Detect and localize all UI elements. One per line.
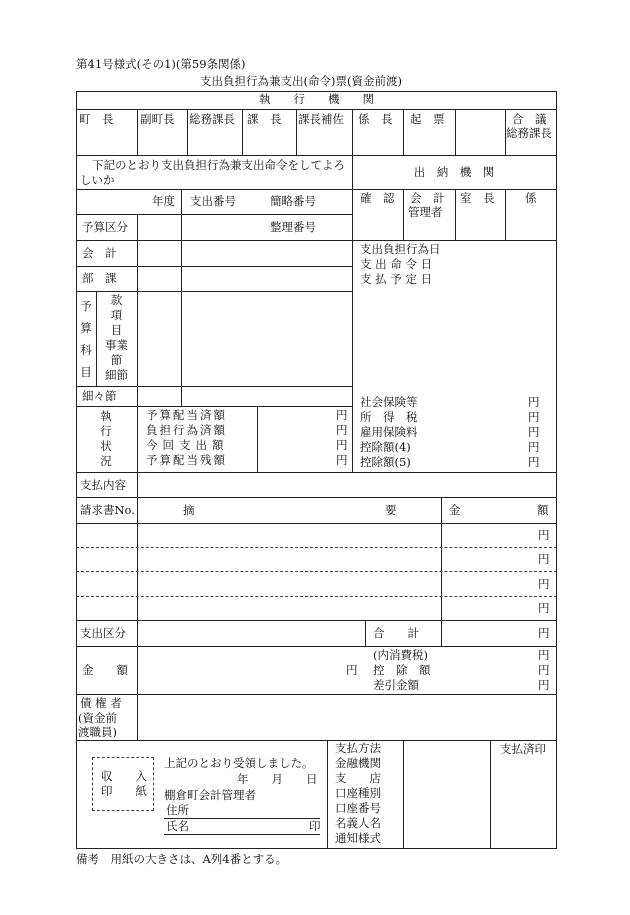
commitment-date-label: 支出負担行為日 [360, 242, 441, 256]
yen-unit: 円 [538, 552, 550, 566]
subject-item: 事業 [105, 338, 128, 352]
subject-item: 細節 [105, 368, 128, 382]
yen-unit: 円 [528, 440, 540, 454]
payment-method-label: 支払方法 [335, 741, 381, 755]
amount-header-2: 額 [537, 503, 549, 517]
subject-item: 款 [110, 293, 123, 307]
role-office-chief: 室 長 [460, 191, 495, 205]
payment-content-label: 支払内容 [80, 478, 126, 492]
officer-name: 棚倉町会計管理者 [164, 788, 256, 802]
accounting-heading: 出 納 機 関 [413, 165, 495, 179]
yen-unit: 円 [538, 663, 550, 677]
role-section-chief: 課 長 [247, 112, 282, 126]
account-label: 会 計 [82, 246, 117, 260]
scheduled-date-label: 支 払 予 定 日 [360, 272, 433, 286]
yen-unit: 円 [538, 528, 550, 542]
yen-unit: 円 [528, 410, 540, 424]
paid-stamp-label: 支払済印 [500, 742, 546, 756]
status-char: 況 [100, 454, 112, 468]
name-label: 氏名 [166, 819, 189, 833]
payment-number-label: 支出番号 [190, 194, 236, 208]
revenue-stamp-text: 収 入 [101, 769, 147, 783]
summary-header-2: 要 [385, 503, 397, 517]
yen-unit: 円 [538, 577, 550, 591]
address-label: 住所 [166, 803, 189, 817]
deduction-label: 控除額(4) [360, 440, 411, 454]
status-row-label: 予算配当済額 [146, 408, 227, 422]
budget-subject-char: 科 [80, 343, 92, 357]
deduction-label: 社会保険等 [360, 395, 418, 409]
consumption-tax-label: (内消費税) [373, 648, 428, 662]
total-label: 合 計 [373, 626, 419, 640]
yen-unit: 円 [528, 395, 540, 409]
instruction-text: 下記のとおり支出負担行為兼支出命令をしてよろしいか [80, 158, 345, 187]
yen-unit: 円 [346, 663, 358, 677]
seal-mark: 印 [309, 819, 321, 833]
role-assistant-chief: 課長補佐 [298, 112, 344, 126]
branch-label: 支 店 [335, 771, 381, 785]
receipt-date: 年 月 日 [237, 772, 318, 786]
yen-unit: 円 [538, 601, 550, 615]
role-staff: 係 [525, 191, 537, 205]
deduction-label: 雇用保険料 [360, 425, 418, 439]
budget-year-label: 年度 [152, 194, 175, 208]
revenue-stamp-text: 印 紙 [101, 784, 147, 798]
notification-format-label: 通知様式 [335, 831, 381, 845]
yen-unit: 円 [528, 425, 540, 439]
net-amount-label: 差引金額 [373, 678, 419, 692]
status-char: 執 [100, 409, 112, 423]
expenditure-division-label: 支出区分 [80, 626, 126, 640]
role-accounting: 会 計 [410, 191, 445, 205]
form-number: 第41号様式(その1)(第59条関係) [76, 57, 246, 71]
yen-unit: 円 [538, 678, 550, 692]
role-confirmation: 確 認 [360, 191, 395, 205]
reference-number-label: 整理番号 [270, 220, 316, 234]
yen-unit: 円 [336, 453, 348, 467]
status-char: 行 [100, 424, 112, 438]
execution-heading: 執 行 機 関 [259, 92, 374, 106]
creditor-label: 渡職員) [78, 725, 117, 739]
bank-label: 金融機関 [335, 756, 381, 770]
deduction-label: 控除額(5) [360, 455, 411, 469]
deduction-label: 所 得 税 [360, 410, 418, 424]
role-consultation-chief: 総務課長 [506, 126, 552, 140]
yen-unit: 円 [336, 438, 348, 452]
role-general-affairs-chief: 総務課長 [189, 112, 235, 126]
role-manager: 管理者 [408, 205, 443, 219]
note-text: 備考 用紙の大きさは、A列4番とする。 [76, 852, 288, 866]
received-text: 上記のとおり受領しました。 [164, 756, 314, 770]
role-mayor: 町 長 [79, 112, 114, 126]
revenue-stamp-box [92, 757, 154, 811]
account-number-label: 口座番号 [335, 801, 381, 815]
role-drafter: 起 票 [410, 112, 445, 126]
budget-subject-char: 予 [80, 299, 92, 313]
budget-division-label: 予算区分 [82, 220, 128, 234]
role-consultation: 合 議 [512, 112, 547, 126]
yen-unit: 円 [336, 408, 348, 422]
yen-unit: 円 [336, 423, 348, 437]
subsection-label: 細々節 [82, 389, 117, 403]
yen-unit: 円 [538, 648, 550, 662]
deduction-amount-label: 控 除 額 [373, 663, 431, 677]
department-label: 部 課 [82, 271, 117, 285]
subject-item: 目 [110, 323, 123, 337]
summary-header-1: 摘 [183, 503, 195, 517]
yen-unit: 円 [528, 455, 540, 469]
status-char: 状 [100, 439, 112, 453]
creditor-label: 債 権 者 [80, 696, 122, 710]
budget-subject-char: 算 [80, 321, 92, 335]
role-unit-chief: 係 長 [358, 112, 393, 126]
amount-label: 金 額 [82, 663, 128, 677]
status-row-label: 予算配当残額 [146, 453, 227, 467]
account-type-label: 口座種別 [335, 786, 381, 800]
status-row-label: 負担行為済額 [146, 423, 227, 437]
order-date-label: 支 出 命 令 日 [360, 257, 433, 271]
short-number-label: 簡略番号 [270, 194, 316, 208]
creditor-label: (資金前 [78, 711, 117, 725]
amount-header-1: 金 [449, 503, 461, 517]
role-deputy-mayor: 副町長 [140, 112, 175, 126]
account-holder-label: 名義人名 [335, 816, 381, 830]
claim-number-header: 請求書No. [80, 503, 135, 517]
status-row-label: 今回支出額 [146, 438, 229, 452]
budget-subject-char: 目 [80, 365, 92, 379]
form-title: 支出負担行為兼支出(命令)票(資金前渡) [200, 74, 402, 88]
yen-unit: 円 [538, 626, 550, 640]
subject-item: 項 [110, 308, 123, 322]
subject-item: 節 [110, 353, 123, 367]
